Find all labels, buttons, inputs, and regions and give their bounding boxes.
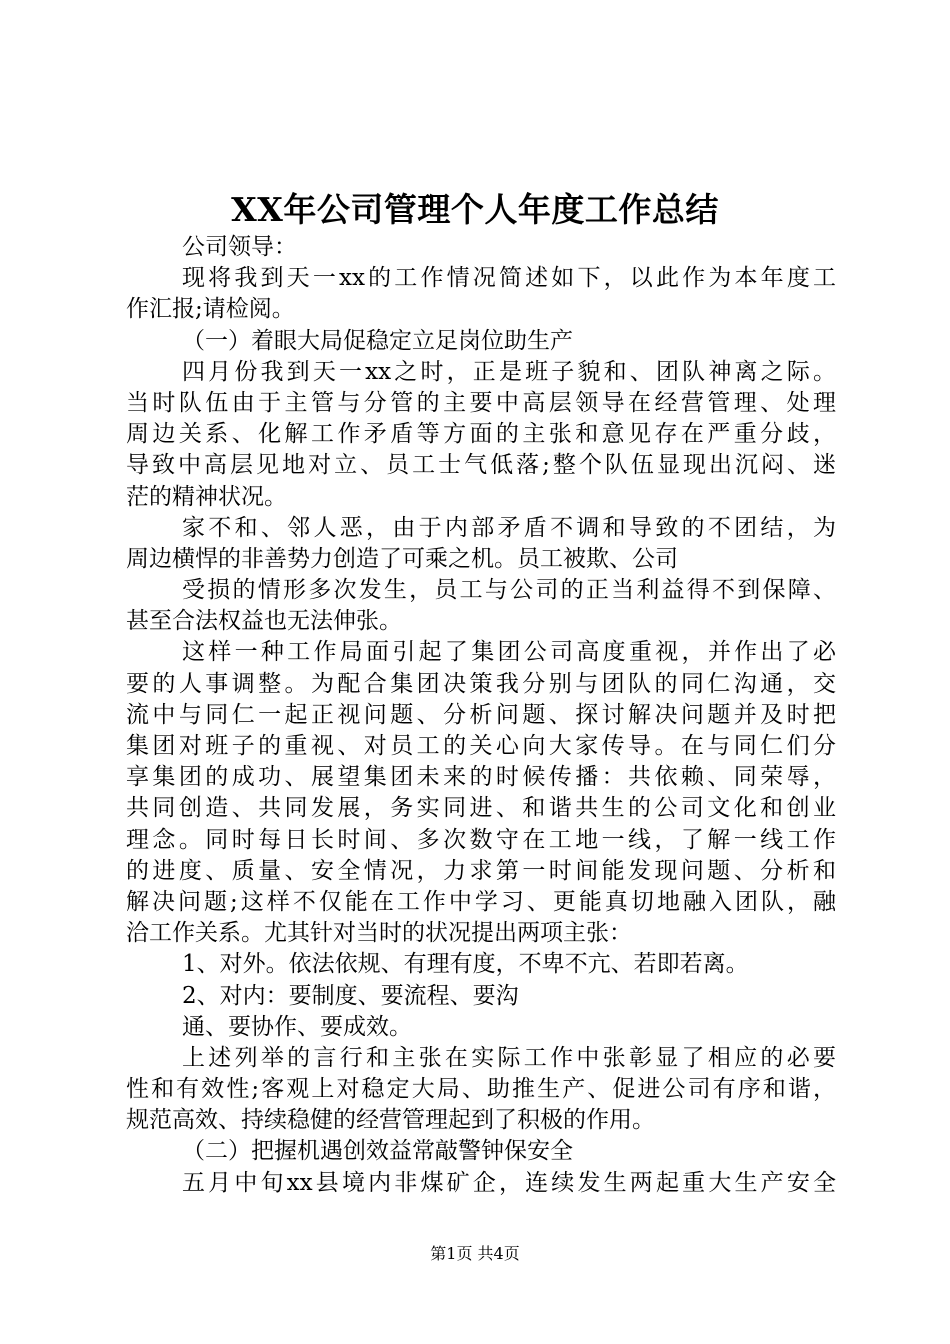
text-line: （二）把握机遇创效益常敲警钟保安全 — [182, 1138, 573, 1165]
text-line: 周边横悍的非善势力创造了可乘之机。员工被欺、公司 — [126, 545, 678, 572]
text-line: 当时队伍由于主管与分管的主要中高层领导在经营管理、处理 — [126, 389, 836, 416]
text-line: 周边关系、化解工作矛盾等方面的主张和意见存在严重分歧， — [126, 421, 836, 448]
text-line: 通、要协作、要成效。 — [182, 1013, 412, 1040]
text-line: 的进度、质量、安全情况，力求第一时间能发现问题、分析和 — [126, 857, 836, 884]
text-line: 导致中高层见地对立、员工士气低落;整个队伍显现出沉闷、迷 — [126, 452, 836, 479]
page-number: 第1页 共4页 — [430, 1244, 520, 1263]
text-line: 要的人事调整。为配合集团决策我分别与团队的同仁沟通，交 — [126, 670, 836, 697]
text-line: 上述列举的言行和主张在实际工作中张彰显了相应的必要 — [182, 1044, 836, 1071]
document-title: XX年公司管理个人年度工作总结 — [231, 190, 719, 229]
text-line: 公司领导： — [182, 234, 297, 260]
document-body — [126, 232, 836, 1199]
text-line: 理念。同时每日长时间、多次数守在工地一线，了解一线工作 — [126, 826, 836, 853]
text-line: 洽工作关系。尤其针对当时的状况提出两项主张： — [126, 920, 632, 947]
text-line: 享集团的成功、展望集团未来的时候传播：共依赖、同荣辱， — [126, 764, 836, 791]
text-line: 这样一种工作局面引起了集团公司高度重视，并作出了必 — [182, 639, 836, 666]
text-line: 茫的精神状况。 — [126, 483, 287, 510]
text-line: 五月中旬xx县境内非煤矿企，连续发生两起重大生产安全 — [182, 1169, 836, 1196]
text-line: 规范高效、持续稳健的经营管理起到了积极的作用。 — [126, 1107, 655, 1134]
text-line: 四月份我到天一xx之时，正是班子貌和、团队神离之际。 — [182, 358, 836, 385]
text-line: （一）着眼大局促稳定立足岗位助生产 — [182, 327, 573, 354]
text-line: 甚至合法权益也无法伸张。 — [126, 608, 402, 635]
text-line: 1、对外。依法依规、有理有度，不卑不亢、若即若离。 — [182, 951, 749, 978]
text-line: 家不和、邻人恶，由于内部矛盾不调和导致的不团结，为 — [182, 514, 836, 541]
text-line: 2、对内：要制度、要流程、要沟 — [182, 982, 519, 1009]
text-line: 性和有效性;客观上对稳定大局、助推生产、促进公司有序和谐， — [126, 1076, 836, 1103]
text-line: 流中与同仁一起正视问题、分析问题、探讨解决问题并及时把 — [126, 701, 836, 728]
text-line: 共同创造、共同发展，务实同进、和谐共生的公司文化和创业 — [126, 795, 836, 822]
text-line: 解决问题;这样不仅能在工作中学习、更能真切地融入团队，融 — [126, 888, 836, 915]
text-line: 现将我到天一xx的工作情况简述如下，以此作为本年度工 — [182, 265, 836, 292]
text-line: 集团对班子的重视、对员工的关心向大家传导。在与同仁们分 — [126, 733, 836, 759]
text-line: 受损的情形多次发生，员工与公司的正当利益得不到保障、 — [182, 577, 836, 604]
text-line: 作汇报;请检阅。 — [126, 296, 295, 323]
